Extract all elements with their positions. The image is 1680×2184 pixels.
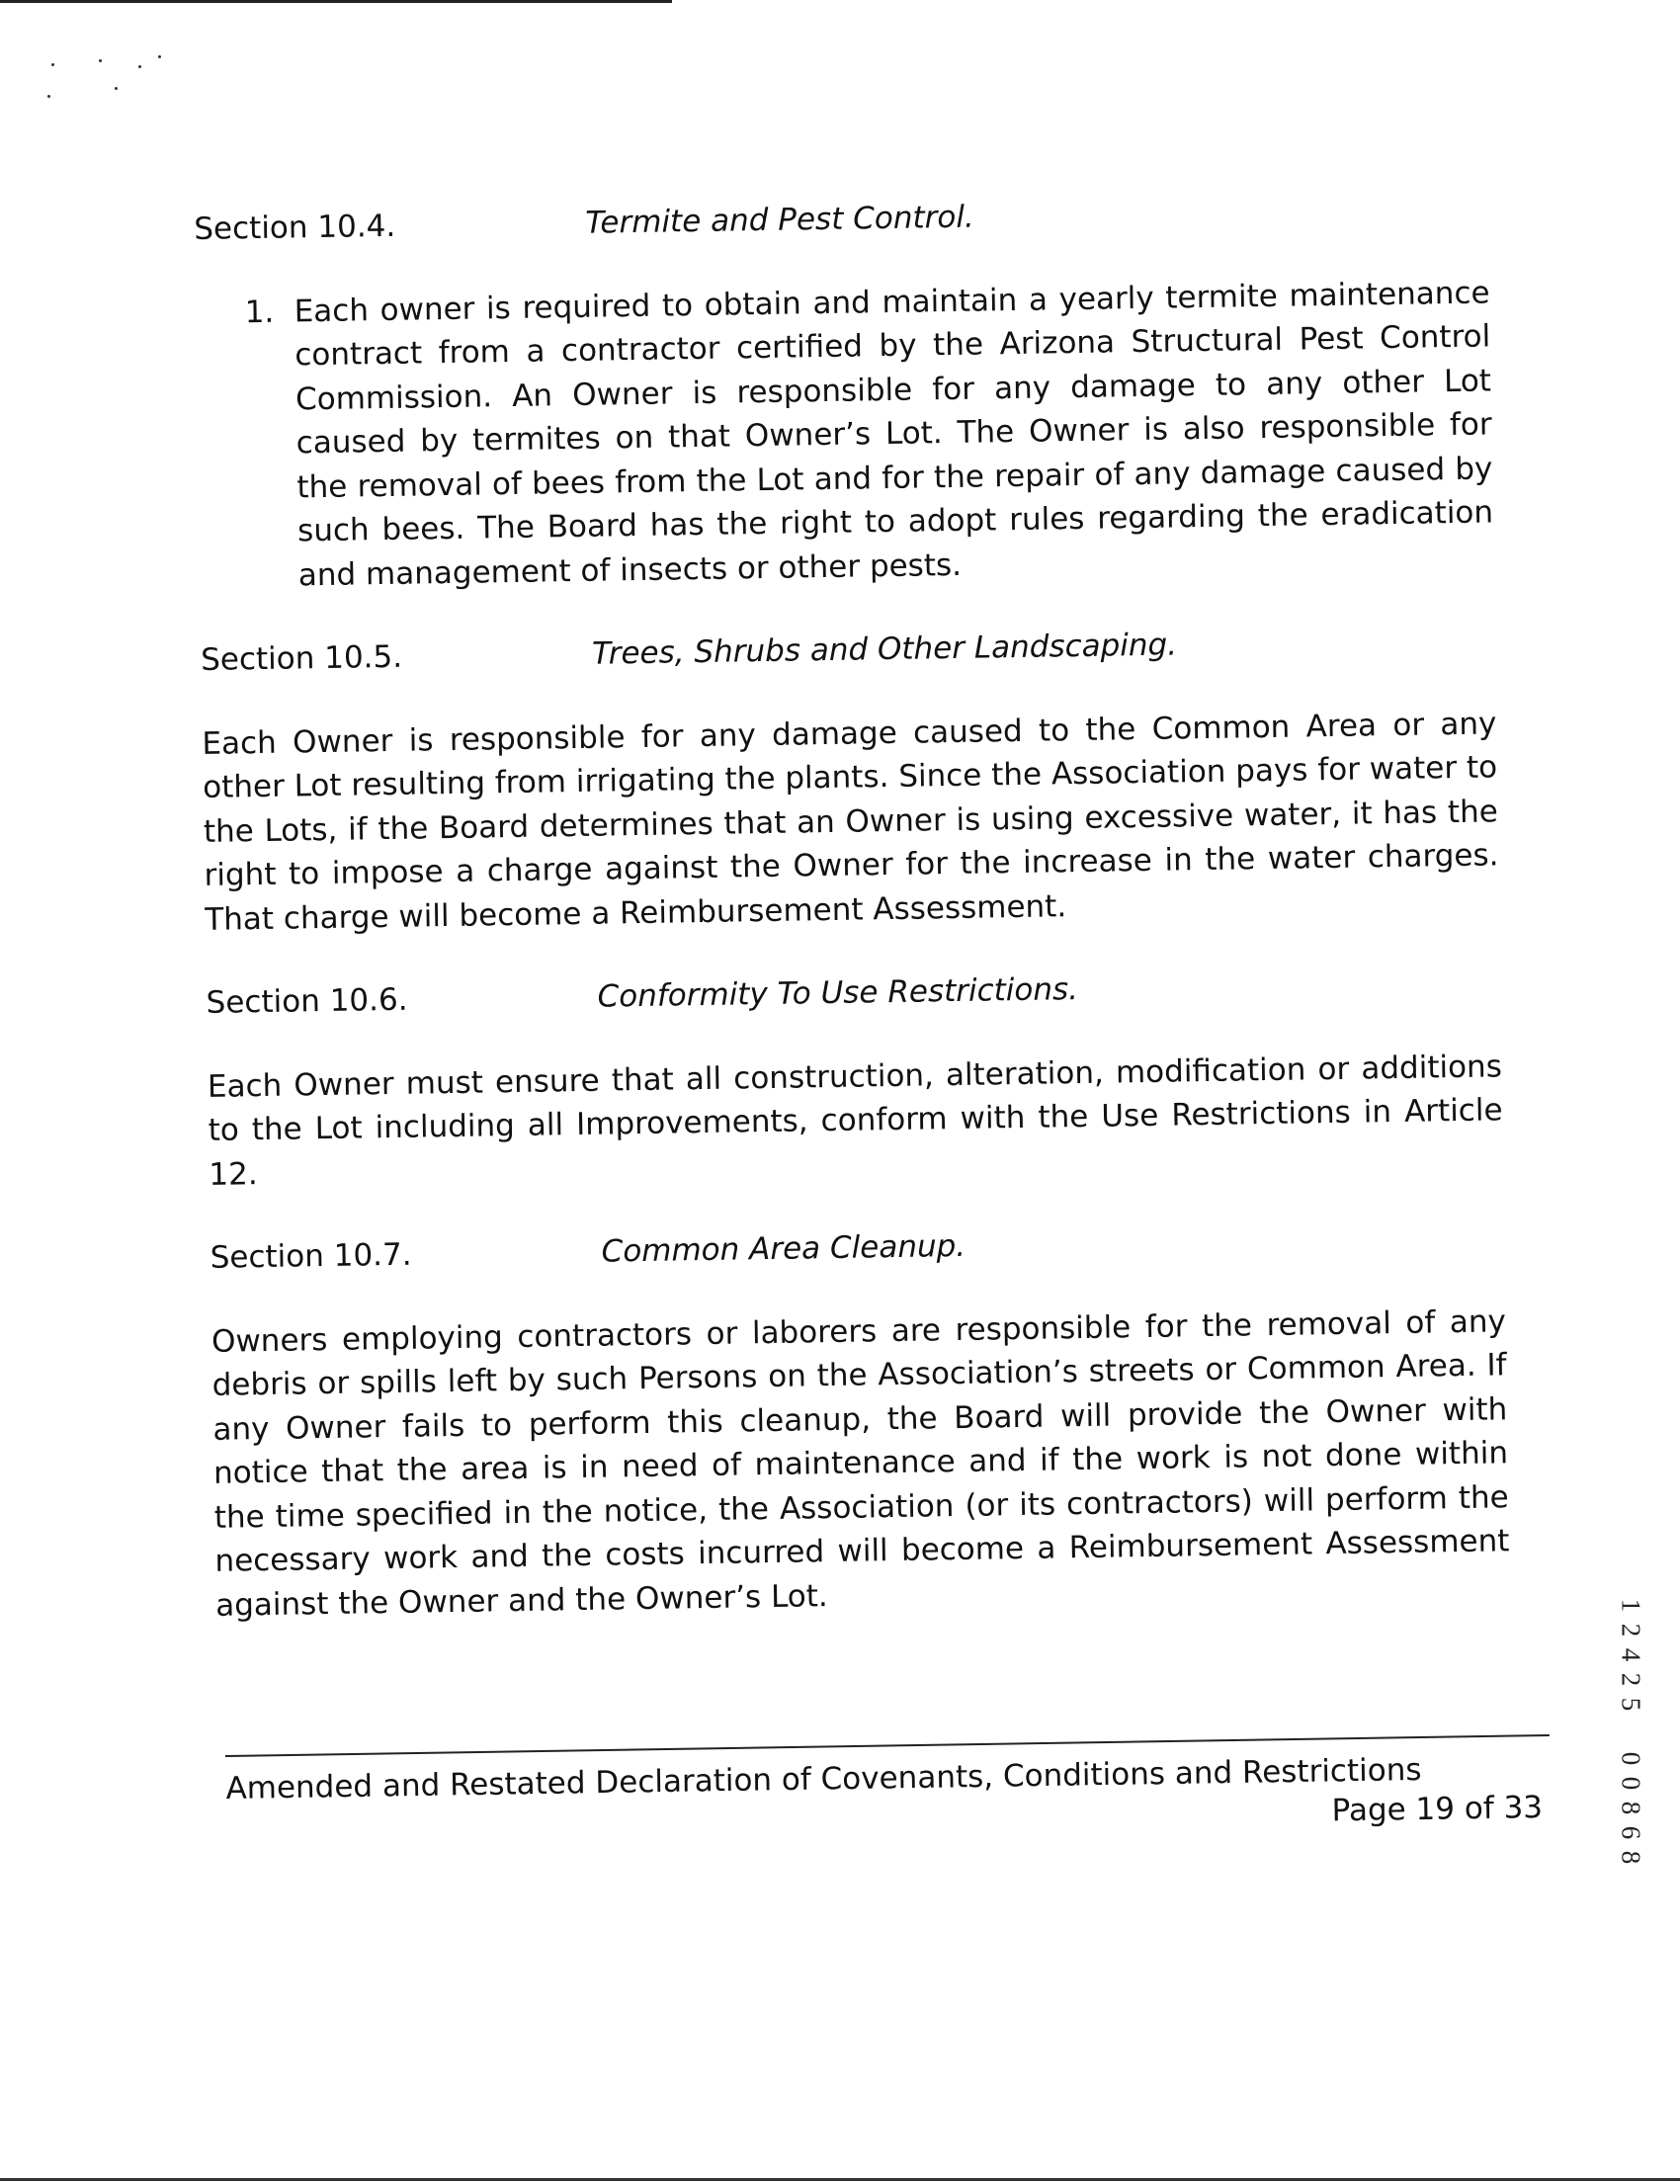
scan-speck bbox=[51, 63, 54, 66]
document-body bbox=[194, 187, 1510, 1627]
section-10-5-body: Each Owner is responsible for any damage caused to the Common Area or any other Lot resulting from irrigating the plants. Since the Association pays for water to the Lots, if the Board determines that an Owner is using excessive water, it has the right to impose a charge against the Owner for the increase in the water charges. That charge will become a Reimbursement Assessment. bbox=[202, 705, 1499, 938]
stamp-digit: 0 bbox=[1616, 1776, 1646, 1791]
scan-speck bbox=[138, 65, 141, 68]
page-footer bbox=[225, 1734, 1551, 1848]
footer-document-title: Amended and Restated Declaration of Covenants, Conditions and Restrictions bbox=[225, 1751, 1422, 1806]
section-10-6-body: Each Owner must ensure that all construction, alteration, modification or additions to the Lot including all Improvements, conform with the Use Restrictions in Article 12. bbox=[207, 1048, 1503, 1193]
section-number: Section 10.4. bbox=[194, 208, 396, 247]
scan-speck bbox=[47, 95, 50, 98]
stamp-digit: 2 bbox=[1616, 1672, 1646, 1687]
recording-number-stamp bbox=[1611, 1593, 1650, 1870]
scan-speck bbox=[158, 55, 161, 58]
bottom-scan-edge-rule bbox=[0, 2178, 1680, 2181]
section-number: Section 10.5. bbox=[200, 638, 403, 678]
stamp-digit: 8 bbox=[1616, 1850, 1646, 1865]
section-title: Conformity To Use Restrictions. bbox=[597, 971, 1079, 1015]
stamp-digit: 0 bbox=[1616, 1751, 1646, 1766]
section-number: Section 10.7. bbox=[210, 1236, 412, 1276]
scan-speck bbox=[115, 87, 118, 90]
section-title: Termite and Pest Control. bbox=[585, 199, 975, 241]
list-item-text: Each owner is required to obtain and maintain a yearly termite maintenance contract from a contractor certified by the Arizona Structural Pest Control Commission. An Owner is responsible for any damage to any other Lot caused by termites on that Owner’s Lot. The Owner is also responsible for the removal of bees from the Lot and for the repair of any damage caused by such bees. The Board has the right to adopt rules regarding the eradication and management of insects or other pests. bbox=[294, 274, 1494, 593]
stamp-digit: 4 bbox=[1616, 1647, 1646, 1662]
scan-speck bbox=[99, 59, 102, 62]
list-marker: 1. bbox=[244, 294, 275, 330]
stamp-digit: 8 bbox=[1616, 1801, 1646, 1815]
stamp-digit: 5 bbox=[1616, 1697, 1646, 1712]
stamp-digit: 1 bbox=[1616, 1598, 1646, 1613]
section-title: Common Area Cleanup. bbox=[601, 1227, 966, 1270]
stamp-digit: 6 bbox=[1616, 1825, 1646, 1840]
footer-page-number: Page 19 of 33 bbox=[1331, 1790, 1544, 1829]
list-item bbox=[195, 271, 1494, 599]
section-10-4-list bbox=[195, 271, 1494, 599]
top-scan-edge-rule bbox=[0, 0, 672, 3]
stamp-digit: 2 bbox=[1616, 1623, 1646, 1638]
section-10-7-body: Owners employing contractors or laborers are responsible for the removal of any debris or spills left by such Persons on the Association’s streets or Common Area. If any Owner fails to perform this cleanup, the Board will provide the Owner with notice that the area is in need of maintenance and if the work is not done within the time specified in the notice, the Association (or its contractors) will perform the necessary work and the costs incurred will become a Reimbursement Assessment against the Owner and the Owner’s Lot. bbox=[210, 1302, 1510, 1624]
section-number: Section 10.6. bbox=[206, 981, 408, 1021]
section-title: Trees, Shrubs and Other Landscaping. bbox=[591, 627, 1178, 672]
